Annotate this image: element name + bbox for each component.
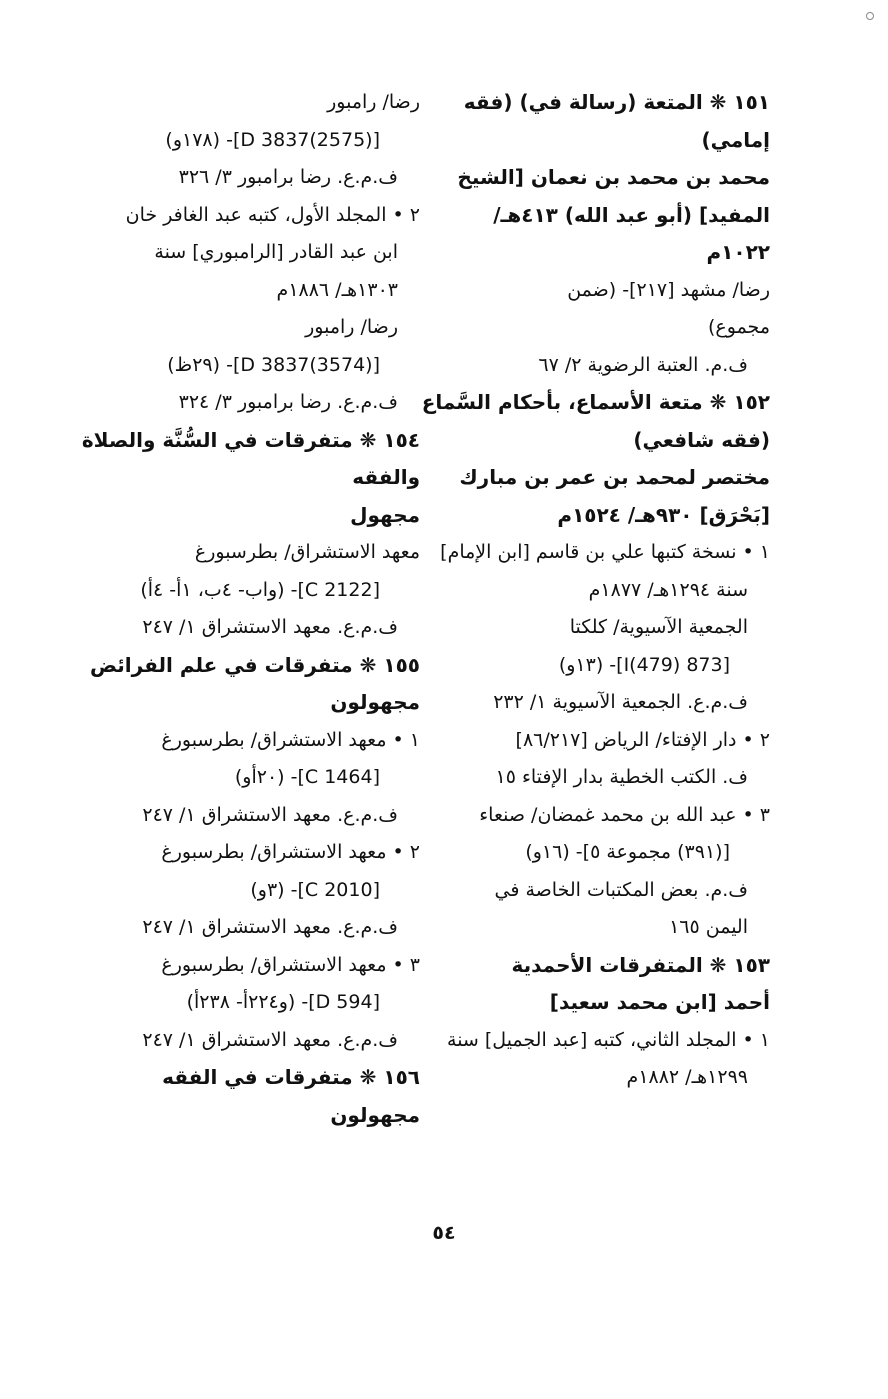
entry-text-line: ٢ • المجلد الأول، كتبه عبد الغافر خان — [125, 203, 420, 226]
entry-text-line: ف.م.ع. رضا برامبور ٣/ ٣٢٤ — [178, 391, 398, 413]
entry-text-line: الجمعية الآسيوية/ كلكتا — [569, 616, 748, 638]
entry-text-line: ف.م. بعض المكتبات الخاصة في — [494, 878, 748, 901]
entry-text-line: [873 I(479)]- (١٣و) — [558, 653, 730, 676]
entry-heading-line: ١٥٥ ❋ متفرقات في علم الفرائض — [90, 652, 420, 677]
entry-text-line: [D 3837(2575)]- (١٧٨و) — [165, 128, 380, 151]
entry-text-line: ١٣٠٣هـ/ ١٨٨٦م — [276, 278, 398, 301]
entry-heading-line: ١٥٤ ❋ متفرقات في السُّنَّة والصلاة — [81, 427, 420, 452]
entry-text-line: [C 2122]- (واب- ٤ب، ١أ- ٤أ) — [140, 578, 380, 601]
entry-text-line: ١ • معهد الاستشراق/ بطرسبورغ — [161, 728, 420, 751]
entry-text-line: ٢ • معهد الاستشراق/ بطرسبورغ — [161, 841, 420, 863]
entry-text-line: [C 1464]- (٢٠أو) — [234, 766, 380, 788]
entry-heading-line: ١٠٢٢م — [706, 240, 770, 264]
entry-text-line: سنة ١٢٩٤هـ/ ١٨٧٧م — [588, 578, 748, 601]
entry-text-line: ف.م.ع. الجمعية الآسيوية ١/ ٢٣٢ — [493, 691, 748, 713]
entry-heading-line: أحمد [ابن محمد سعيد] — [549, 990, 770, 1014]
entry-text-line: اليمن ١٦٥ — [669, 916, 748, 938]
entry-heading-line: إمامي) — [701, 127, 770, 152]
entry-text-line: ف. الكتب الخطية بدار الإفتاء ١٥ — [495, 766, 748, 788]
entry-text-line: مجموع) — [708, 316, 770, 338]
entry-heading-line: [بَحْرَق] ٩٣٠هـ/ ١٥٢٤م — [557, 502, 770, 527]
entry-heading-line: مجهولون — [330, 690, 420, 714]
entry-text-line: رضا/ رامبور — [305, 316, 398, 338]
entry-heading-line: مختصر لمحمد بن عمر بن مبارك — [459, 465, 770, 489]
entry-text-line: ٣ • معهد الاستشراق/ بطرسبورغ — [161, 953, 420, 976]
corner-mark — [866, 12, 874, 20]
entry-heading-line: ١٥١ ❋ المتعة (رسالة في) (فقه — [463, 90, 770, 114]
entry-text-line: ف.م.ع. رضا برامبور ٣/ ٣٢٦ — [178, 166, 398, 188]
entry-text-line: [(٣٩١) مجموعة ٥]- (١٦و) — [525, 841, 730, 863]
right-column — [421, 84, 770, 1097]
entry-text-line: ف.م.ع. معهد الاستشراق ١/ ٢٤٧ — [142, 616, 398, 638]
entry-text-line: [D 3837(3574)]- (٢٩ظ) — [167, 353, 380, 376]
entry-text-line: [D 594]- (و٢٢٤أ- ٢٣٨أ) — [186, 991, 380, 1013]
entry-heading-line: ١٥٢ ❋ متعة الأسماع، بأحكام السَّماع — [421, 390, 770, 414]
entry-text-line: معهد الاستشراق/ بطرسبورغ — [194, 541, 420, 563]
entry-text-line: ف.م. العتبة الرضوية ٢/ ٦٧ — [538, 353, 748, 376]
entry-text-line: رضا/ مشهد [٢١٧]- (ضمن — [567, 278, 770, 301]
entry-text-line: رضا/ رامبور — [327, 91, 420, 113]
page-number: ٥٤ — [432, 1222, 456, 1244]
entry-text-line: ف.م.ع. معهد الاستشراق ١/ ٢٤٧ — [142, 1028, 398, 1051]
entry-heading-line: مجهول — [350, 502, 420, 527]
entry-text-line: ٢ • دار الإفتاء/ الرياض [٨٦/٢١٧] — [515, 728, 770, 751]
entry-heading-line: ١٥٦ ❋ متفرقات في الفقه — [162, 1065, 420, 1089]
entry-text-line: ابن عبد القادر [الرامبوري] سنة — [154, 241, 398, 263]
entry-text-line: [C 2010]- (٣و) — [250, 878, 380, 901]
entry-text-line: ١ • نسخة كتبها علي بن قاسم [ابن الإمام] — [440, 541, 770, 563]
entry-heading-line: المفيد] (أبو عبد الله) ٤١٣هـ/ — [493, 202, 770, 227]
entry-heading-line: ١٥٣ ❋ المتفرقات الأحمدية — [511, 952, 770, 977]
entry-heading-line: (فقه شافعي) — [633, 427, 770, 452]
entry-heading-line: والفقه — [352, 465, 420, 489]
entry-heading-line: مجهولون — [330, 1102, 420, 1127]
entry-text-line: ف.م.ع. معهد الاستشراق ١/ ٢٤٧ — [142, 916, 398, 938]
entry-text-line: ف.م.ع. معهد الاستشراق ١/ ٢٤٧ — [142, 803, 398, 826]
entry-heading-line: محمد بن محمد بن نعمان [الشيخ — [457, 165, 770, 189]
entry-text-line: ١ • المجلد الثاني، كتبه [عبد الجميل] سنة — [447, 1028, 770, 1051]
entry-text-line: ٣ • عبد الله بن محمد غمضان/ صنعاء — [479, 803, 770, 826]
left-column — [81, 84, 420, 1134]
entry-text-line: ١٢٩٩هـ/ ١٨٨٢م — [626, 1066, 748, 1088]
